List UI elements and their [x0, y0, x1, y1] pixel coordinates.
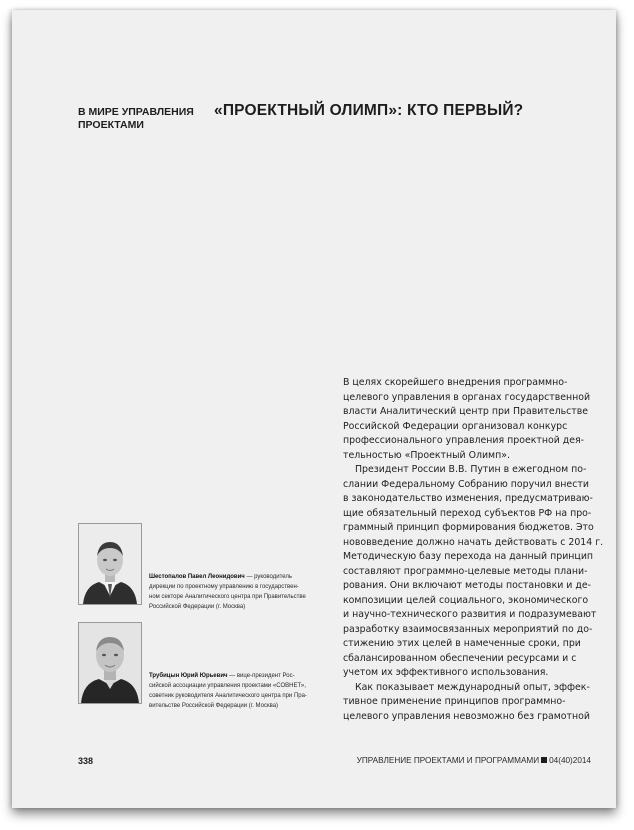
body-line: нововведение должно начать действовать с 2014 г. — [343, 536, 604, 548]
issue-number: 04(40)2014 — [549, 756, 591, 765]
body-line: и научно-технического развития и подразумевают — [343, 609, 597, 620]
body-line: рования. Они включают методы постановки и де- — [343, 580, 592, 591]
body-line: в законодательство изменения, предусматриваю- — [343, 493, 593, 504]
author-bio-line: дирекции по проектному управлению в государствен- — [149, 584, 299, 590]
body-line: стижению этих целей в намеченные сроки, при — [343, 638, 581, 649]
author-bio-shestopalov — [149, 572, 305, 612]
body-line: тивное применение принципов программно- — [343, 696, 566, 707]
article-body — [343, 376, 604, 724]
article-title: «ПРОЕКТНЫЙ ОЛИМП»: КТО ПЕРВЫЙ? — [214, 102, 524, 119]
body-line: разработку взаимосвязанных мероприятий по до- — [343, 623, 593, 635]
body-line: целевого управления в органах государственной — [343, 391, 591, 403]
magazine-page — [12, 10, 616, 808]
section-label-line-2: ПРОЕКТАМИ — [78, 119, 144, 131]
body-line: Как показывает международный опыт, эффек- — [355, 681, 590, 693]
author-bio-line: вительстве Российской Федерации (г. Москва) — [149, 703, 279, 709]
page-number: 338 — [78, 756, 94, 766]
author-bio-line: — руководитель — [244, 574, 293, 580]
body-line: композиции целей социального, экономического — [343, 594, 589, 606]
author-photo-trubitsyn — [78, 622, 142, 704]
body-line: составляют программно-целевые методы плани- — [343, 565, 588, 577]
body-line: тельностью «Проектный Олимп». — [343, 449, 510, 461]
square-bullet-icon — [541, 757, 547, 763]
body-line: В целях скорейшего внедрения программно- — [343, 377, 568, 388]
body-line: целевого управления невозможно без грамотной — [343, 710, 590, 722]
section-label — [78, 106, 208, 132]
author-photo-shestopalov — [78, 523, 142, 605]
author-name: Шестопалов Павел Леонидович — [149, 574, 245, 580]
journal-name: УПРАВЛЕНИЕ ПРОЕКТАМИ И ПРОГРАММАМИ — [356, 756, 540, 765]
body-line: власти Аналитический центр при Правительстве — [343, 406, 589, 417]
author-name: Трубицын Юрий Юрьевич — [149, 673, 228, 679]
body-line: граммный принцип формирования бюджетов. Это — [343, 522, 594, 533]
author-bio-trubitsyn — [149, 671, 305, 711]
body-line: Методическую базу перехода на данный принцип — [343, 551, 594, 562]
body-line: сбалансированном обеспечении ресурсами и с — [343, 652, 577, 664]
section-label-line-1: В МИРЕ УПРАВЛЕНИЯ — [78, 106, 194, 118]
running-footer — [357, 756, 591, 765]
body-line: Президент России В.В. Путин в ежегодном по- — [355, 464, 587, 475]
body-line: учетом их эффективного использования. — [343, 667, 549, 678]
author-bio-line: — вице-президент Рос- — [227, 673, 295, 679]
body-line: щие обязательный переход субъектов РФ на про- — [343, 507, 592, 519]
author-bio-line: ном секторе Аналитического центра при Правительстве — [149, 594, 306, 600]
author-bio-line: советник руководителя Аналитического центра при Пра- — [149, 693, 307, 699]
author-bio-line: Российской Федерации (г. Москва) — [149, 604, 246, 610]
body-line: профессионального управления проектной дея- — [343, 435, 585, 446]
author-bio-line: сийской ассоциации управления проектами «СОВНЕТ», — [149, 683, 306, 689]
body-line: Российской Федерации организовал конкурс — [343, 420, 568, 432]
body-line: слании Федеральному Собранию поручил внести — [343, 478, 589, 490]
